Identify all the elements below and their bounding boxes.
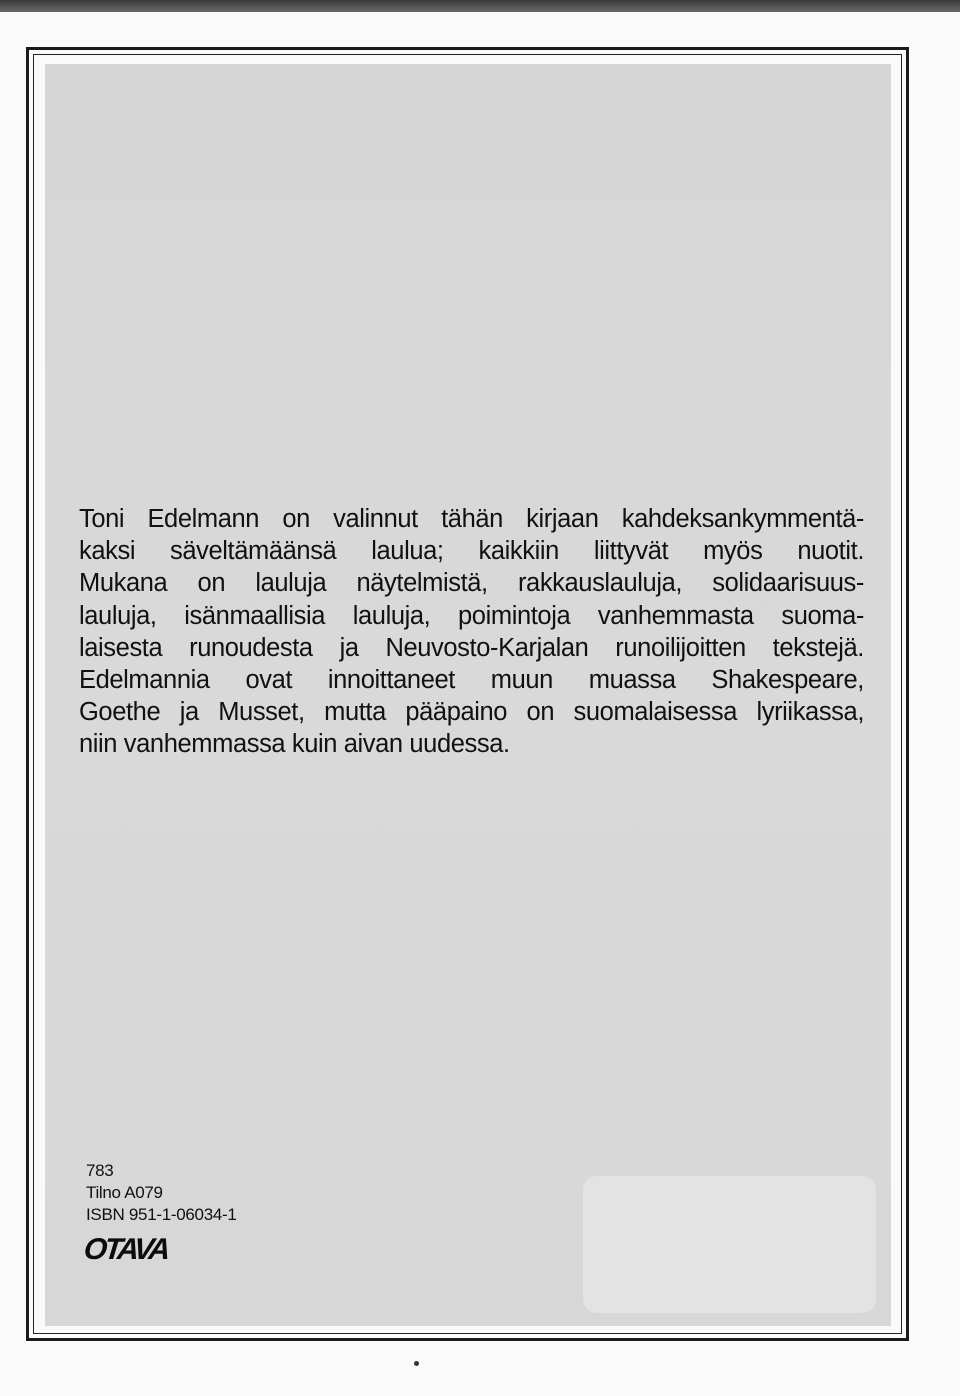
blurb-text — [79, 503, 864, 761]
isbn-number: ISBN 951-1-06034-1 — [86, 1205, 237, 1224]
blurb-line: Toni Edelmann on valinnut tähän kirjaan kahdeksankymmentä- — [79, 505, 864, 533]
product-code: 783 — [86, 1161, 114, 1180]
scan-top-edge — [0, 0, 960, 12]
blurb-line: lauluja, isänmaallisia lauluja, poimintoja vanhemmasta suoma- — [79, 601, 864, 630]
price-label-area — [583, 1176, 876, 1313]
blurb-line: laisesta runoudesta ja Neuvosto-Karjalan runoilijoitten tekstejä. — [79, 633, 864, 662]
blurb-line: niin vanhemmassa kuin aivan uudessa. — [79, 730, 510, 759]
dust-speck — [414, 1361, 419, 1366]
blurb-line: Edelmannia ovat innoittaneet muun muassa Shakespeare, — [79, 666, 864, 695]
publication-info — [86, 1160, 237, 1226]
blurb-line: kaksi säveltämäänsä laulua; kaikkiin liittyvät myös nuotit. — [79, 537, 864, 566]
blurb-line: Goethe ja Musset, mutta pääpaino on suomalaisessa lyriikassa, — [79, 698, 864, 727]
blurb-line: Mukana on lauluja näytelmistä, rakkauslauluja, solidaarisuus- — [79, 569, 864, 598]
tilno-code: Tilno A079 — [86, 1183, 163, 1202]
otava-publisher-logo: OTAVA — [82, 1233, 170, 1266]
